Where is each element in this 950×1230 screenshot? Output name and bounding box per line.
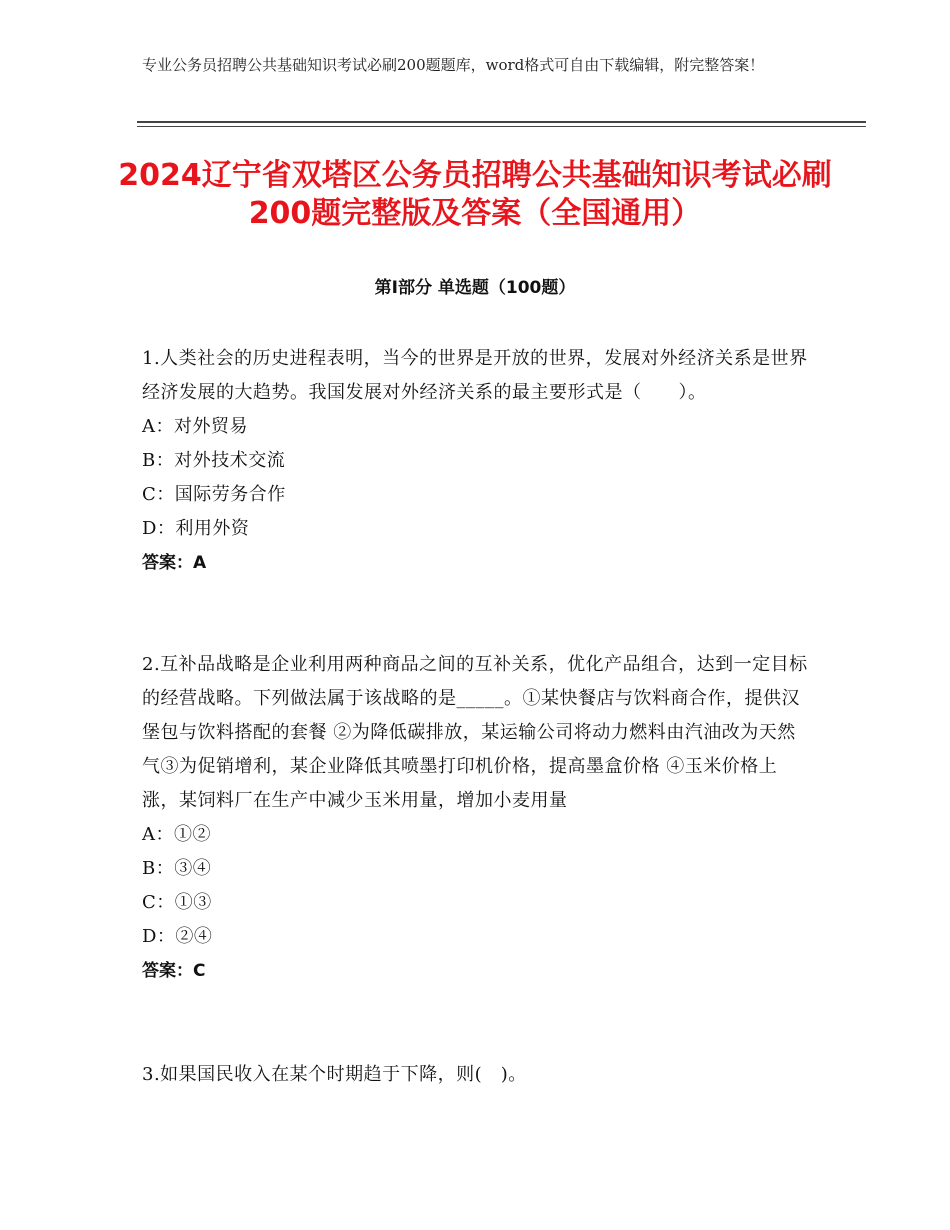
answer: 答案：A	[142, 553, 207, 573]
header-note: 专业公务员招聘公共基础知识考试必刷200题题库，word格式可自由下载编辑，附完整答案！	[142, 56, 765, 74]
option-a: A：对外贸易	[142, 416, 248, 437]
question-stem: 1.人类社会的历史进程表明，当今的世界是开放的世界，发展对外经济关系是世界经济发展的大趋势。我国发展对外经济关系的最主要形式是（ ）。	[142, 348, 808, 403]
option-b: B：对外技术交流	[142, 450, 286, 471]
question-1	[142, 342, 812, 580]
option-b: B：③④	[142, 858, 212, 879]
header-divider-thin	[137, 126, 866, 127]
document-title: 2024辽宁省双塔区公务员招聘公共基础知识考试必刷200题完整版及答案（全国通用）	[118, 158, 832, 231]
option-c: C：国际劳务合作	[142, 484, 286, 505]
question-3	[142, 1058, 812, 1092]
option-a: A：①②	[142, 824, 211, 845]
header-divider	[137, 121, 866, 123]
part-heading: 第Ⅰ部分 单选题（100题）	[374, 278, 576, 298]
question-stem: 3.如果国民收入在某个时期趋于下降，则( )。	[142, 1064, 527, 1085]
question-2	[142, 648, 812, 988]
question-stem: 2.互补品战略是企业利用两种商品之间的互补关系，优化产品组合，达到一定目标的经营战略。下列做法属于该战略的是_____。①某快餐店与饮料商合作，提供汉堡包与饮料搭配的套餐 ②为降低碳排放，某运输公司将动力燃料由汽油改为天然气③为促销增利，某企业降低其喷墨打印机价格，提高墨盒价格 ④玉米价格上涨，某饲料厂在生产中减少玉米用量，增加小麦用量	[142, 654, 808, 811]
option-d: D：②④	[142, 926, 213, 947]
option-c: C：①③	[142, 892, 212, 913]
answer: 答案：C	[142, 961, 206, 981]
option-d: D：利用外资	[142, 518, 250, 539]
